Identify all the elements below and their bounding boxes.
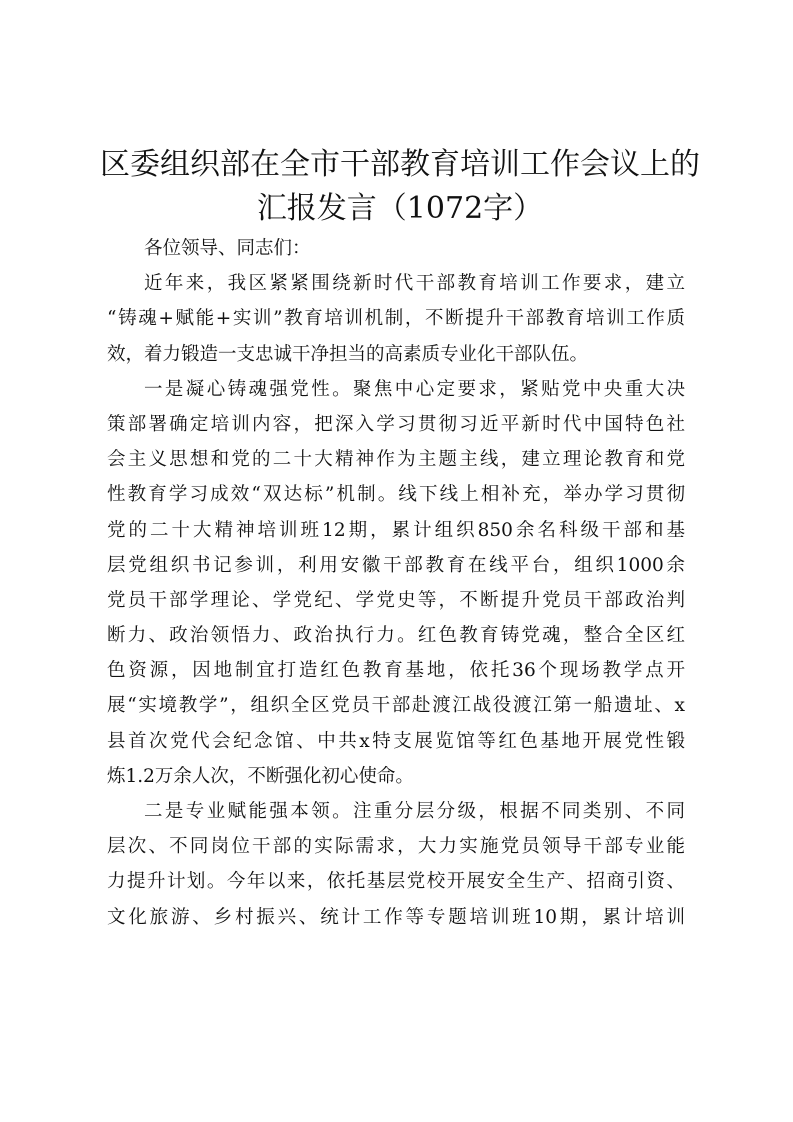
paragraph-line: 文化旅游、乡村振兴、统计工作等专题培训班10期，累计培训 — [107, 906, 685, 928]
paragraph-line: 展“实境教学”，组织全区党员干部赴渡江战役渡江第一船遗址、x — [107, 695, 685, 717]
paragraph-line: 层次、不同岗位干部的实际需求，大力实施党员领导干部专业能 — [107, 836, 685, 858]
salutation: 各位领导、同志们： — [144, 238, 311, 259]
paragraph-line: “铸魂+赋能+实训”教育培训机制，不断提升干部教育培训工作质 — [107, 308, 685, 330]
paragraph-line: 会主义思想和党的二十大精神作为主题主线，建立理论教育和党 — [107, 449, 685, 471]
paragraph-intro — [107, 266, 685, 372]
paragraph-point-two — [107, 794, 685, 935]
paragraph-line: 效，着力锻造一支忠诚干净担当的高素质专业化干部队伍。 — [107, 343, 589, 365]
paragraph-line: 色资源，因地制宜打造红色教育基地，依托36个现场教学点开 — [107, 660, 685, 682]
paragraph-line: 性教育学习成效“双达标”机制。线下线上相补充，举办学习贯彻 — [107, 484, 685, 506]
paragraph-line: 断力、政治领悟力、政治执行力。红色教育铸党魂，整合全区红 — [107, 625, 685, 647]
paragraph-line: 党的二十大精神培训班12期，累计组织850余名科级干部和基 — [107, 519, 685, 541]
paragraph-line: 炼1.2万余人次，不断强化初心使命。 — [107, 765, 414, 787]
document-title — [100, 143, 700, 231]
paragraph-line: 近年来，我区紧紧围绕新时代干部教育培训工作要求，建立 — [144, 273, 685, 295]
paragraph-line: 县首次党代会纪念馆、中共x特支展览馆等红色基地开展党性锻 — [107, 730, 685, 752]
paragraph-line: 层党组织书记参训，利用安徽干部教育在线平台，组织1000余 — [107, 554, 685, 576]
document-body — [107, 231, 685, 935]
paragraph-line: 策部署确定培训内容，把深入学习贯彻习近平新时代中国特色社 — [107, 413, 685, 435]
paragraph-line: 二是专业赋能强本领。注重分层分级，根据不同类别、不同 — [144, 801, 685, 822]
title-line-1: 区委组织部在全市干部教育培训工作会议上的 — [100, 147, 700, 182]
title-line-2: 汇报发言（1072字） — [256, 191, 544, 226]
paragraph-line: 力提升计划。今年以来，依托基层党校开展安全生产、招商引资、 — [107, 871, 685, 893]
paragraph-line: 一是凝心铸魂强党性。聚焦中心定要求，紧贴党中央重大决 — [144, 378, 685, 400]
paragraph-point-one — [107, 372, 685, 794]
paragraph-line: 党员干部学理论、学党纪、学党史等，不断提升党员干部政治判 — [107, 589, 685, 611]
